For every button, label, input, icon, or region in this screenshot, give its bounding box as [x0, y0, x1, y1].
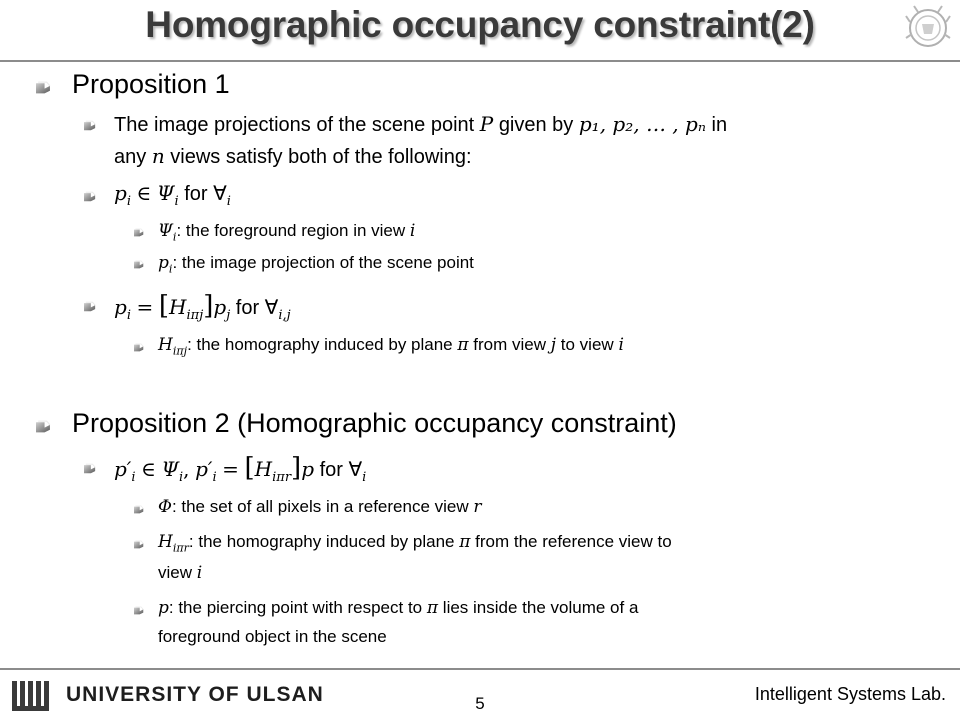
math-sub-i: i [126, 194, 131, 209]
bullet-icon [134, 540, 144, 549]
intro-text-b: given by [498, 114, 574, 136]
math-sub-i: i [179, 470, 184, 485]
bullet-icon [134, 606, 144, 615]
intro-text-a: The image projections of the scene point [114, 114, 475, 136]
for-all-text: for ∀ [319, 459, 363, 481]
math-element-of: ∈ [136, 181, 152, 205]
prop1-intro-line1 [114, 112, 727, 137]
math-comma: , [183, 457, 190, 481]
math-psi: Ψ [161, 457, 179, 481]
math-sub-ij: i,j [278, 308, 291, 323]
bullet-icon [84, 463, 96, 474]
scene-point-symbol: P [479, 112, 494, 136]
math-sub-i: i [172, 230, 177, 244]
math-equals: = [136, 295, 154, 319]
university-seal-icon [904, 4, 952, 52]
math-pi: π [426, 598, 439, 618]
definition-text: : the image projection of the scene point [172, 253, 474, 272]
math-sub-i: i [226, 194, 231, 209]
math-H: H [158, 532, 173, 552]
slide-footer [0, 664, 960, 720]
bullet-icon [84, 191, 96, 202]
math-pi: π [459, 532, 471, 552]
university-name: UNIVERSITY OF ULSAN [66, 683, 324, 706]
university-logo-icon [10, 678, 52, 714]
definition-text: : the homography induced by plane [188, 532, 455, 551]
math-sub-i: i [174, 194, 179, 209]
projection-points: p₁, p₂, … , pₙ [578, 112, 706, 136]
bullet-icon [134, 505, 144, 514]
definition-text: : the foreground region in view [176, 221, 406, 240]
condition-1 [114, 181, 231, 209]
views-count-symbol: n [151, 144, 165, 168]
math-psi: Ψ [156, 181, 175, 205]
prop2-def-p-line1 [158, 598, 638, 618]
condition-1-def-p [158, 253, 474, 276]
math-sub-j: j [199, 308, 204, 323]
footer-divider [0, 668, 960, 670]
math-r: r [473, 497, 482, 517]
math-element-of: ∈ [141, 457, 156, 481]
bullet-icon [36, 81, 51, 94]
lab-name: Intelligent Systems Lab. [754, 684, 946, 704]
math-phi: Φ [158, 497, 172, 517]
math-p-prime: p′ [195, 457, 213, 481]
math-p: p [114, 181, 127, 205]
math-sub-i: i [362, 470, 367, 485]
slide-body [0, 62, 960, 662]
math-p-prime: p′ [114, 457, 132, 481]
definition-text: : the homography induced by plane [187, 335, 453, 354]
proposition-2-heading: Proposition 2 (Homographic occupancy constraint) [72, 408, 677, 438]
math-sub-r: r [284, 470, 292, 485]
bullet-icon [134, 228, 144, 237]
proposition-1-heading: Proposition 1 [72, 69, 230, 99]
intro-text-c: in [711, 114, 728, 136]
math-p: p [158, 253, 169, 273]
math-p: p [114, 295, 127, 319]
math-H: H [158, 335, 173, 355]
definition-text: from the reference view to [475, 532, 672, 551]
math-sub-i: i [126, 308, 131, 323]
math-p: p [301, 457, 314, 481]
definition-text: : the piercing point with respect to [168, 598, 423, 617]
for-all-text: for ∀ [184, 183, 227, 205]
math-sub: iπ [272, 470, 285, 485]
math-sub: iπ [186, 308, 200, 323]
math-sub: iπ [172, 344, 184, 358]
math-H: H [254, 457, 273, 481]
condition-2: $p_i = [H_{i\pi j}]p_j$ for $\forall_{i,j}$ [114, 291, 291, 323]
prop2-condition: $p'_i$ ∈ $\Psi_i$, $p'_i = [H_{i\pi r}]p$ for $\forall_i$ [114, 453, 367, 485]
definition-text: view [158, 563, 193, 582]
math-sub-i: i [131, 470, 136, 485]
math-equals: = [222, 457, 239, 481]
math-sub-j: j [183, 344, 188, 358]
prop1-intro-line2 [114, 144, 472, 169]
math-pi: π [457, 335, 469, 355]
math-j: j [550, 335, 557, 355]
prop2-def-H-line1 [158, 532, 672, 555]
intro2-text-b: views satisfy both of the following: [170, 146, 472, 168]
bullet-icon [134, 343, 144, 352]
math-sub-j: j [226, 308, 231, 323]
math-H: H [169, 295, 187, 319]
definition-text: from view [473, 335, 547, 354]
math-sub: iπ [172, 541, 184, 555]
math-i: i [409, 221, 416, 241]
math-sub-i: i [212, 470, 217, 485]
prop2-def-phi [158, 497, 482, 517]
math-psi: Ψ [158, 221, 173, 241]
math-p: p [213, 295, 227, 319]
prop2-def-H-line2 [158, 563, 202, 583]
bullet-icon [84, 120, 96, 131]
condition-1-def-psi [158, 221, 416, 244]
prop2-def-p-line2: foreground object in the scene [158, 627, 387, 646]
definition-text: to view [560, 335, 614, 354]
bullet-icon [134, 260, 144, 269]
slide-title: Homographic occupancy constraint(2) [145, 4, 815, 45]
math-p: p [158, 598, 169, 618]
math-i: i [618, 335, 624, 355]
math-sub-r: r [183, 541, 189, 555]
bullet-icon [84, 301, 96, 312]
intro2-text-a: any [114, 146, 147, 168]
bullet-icon [36, 420, 51, 433]
definition-text: : the set of all pixels in a reference view [171, 497, 469, 516]
condition-2-def-H [158, 335, 624, 358]
for-all-text: for ∀ [235, 297, 279, 319]
page-number: 5 [475, 694, 485, 713]
math-sub-i: i [168, 262, 173, 276]
definition-text: lies inside the volume of a [442, 598, 639, 617]
math-i: i [196, 563, 203, 583]
